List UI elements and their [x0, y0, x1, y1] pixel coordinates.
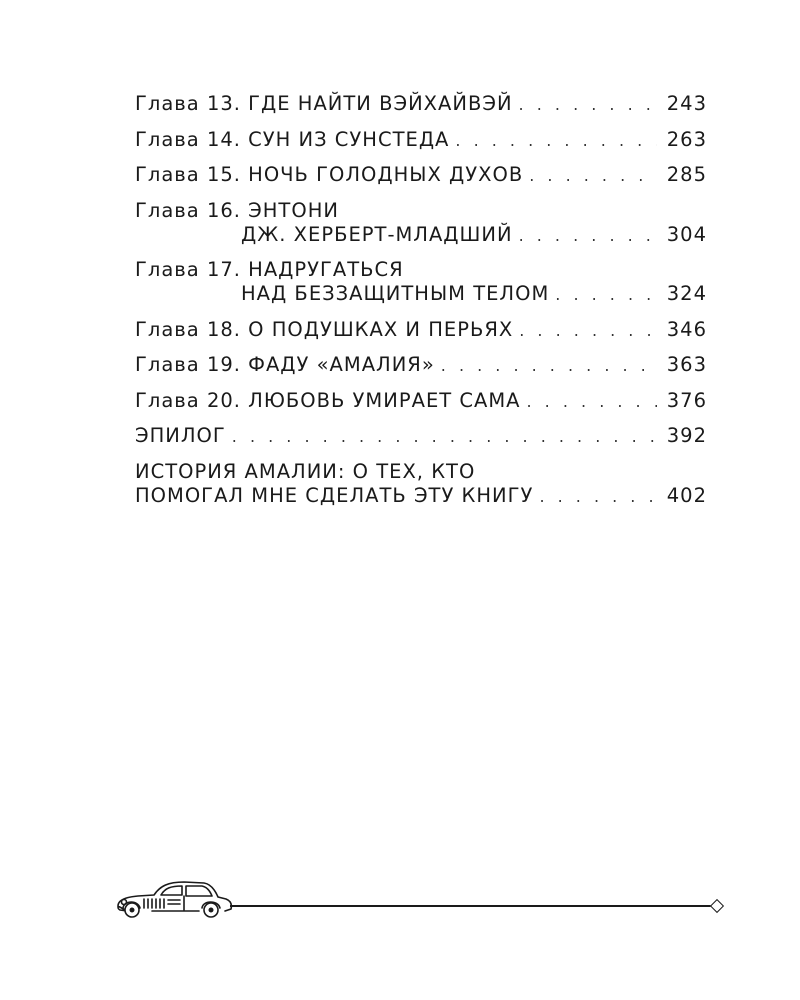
toc-leader-dots [529, 164, 657, 188]
toc-entry-title: Глава 18. О ПОДУШКАХ И ПЕРЬЯХ [135, 317, 514, 341]
toc-entry[interactable] [135, 199, 707, 248]
toc-page-number: 402 [666, 483, 707, 507]
toc-entry[interactable] [135, 353, 707, 378]
toc-entry[interactable] [135, 92, 707, 117]
toc-entry-title-continued: НАД БЕЗЗАЩИТНЫМ ТЕЛОМ [241, 282, 550, 305]
toc-entry-line [135, 92, 707, 117]
footer-rule [230, 905, 714, 907]
toc-entry[interactable] [135, 389, 707, 414]
toc-entry-title: Глава 19. ФАДУ «АМАЛИЯ» [135, 353, 435, 376]
toc-page-number: 304 [666, 222, 707, 246]
toc-entry-title: Глава 14. СУН ИЗ СУНСТЕДА [135, 127, 450, 151]
toc-entry-line [135, 128, 707, 153]
toc-entry[interactable] [135, 258, 707, 307]
toc-page-number: 346 [666, 317, 707, 341]
toc-entry-title: ЭПИЛОГ [135, 424, 226, 447]
toc-entry[interactable] [135, 128, 707, 153]
toc-leader-dots [519, 319, 657, 343]
footer-rule-end-diamond [710, 899, 724, 913]
toc-entry[interactable] [135, 424, 707, 449]
toc-page-number: 376 [666, 388, 707, 412]
toc-leader-dots [555, 283, 657, 307]
toc-leader-dots [441, 354, 657, 378]
toc-entry-line [135, 460, 707, 484]
toc-entry[interactable] [135, 460, 707, 509]
toc-leader-dots [539, 485, 657, 509]
toc-page-number: 243 [666, 92, 707, 115]
toc-entry-line [135, 223, 707, 248]
toc-entry-title-continued: ДЖ. ХЕРБЕРТ-МЛАДШИЙ [241, 222, 513, 246]
toc-entry[interactable] [135, 318, 707, 343]
toc-entry[interactable] [135, 163, 707, 188]
toc-entry-title: Глава 13. ГДЕ НАЙТИ ВЭЙХАЙВЭЙ [135, 92, 513, 115]
toc-entry-title: Глава 15. НОЧЬ ГОЛОДНЫХ ДУХОВ [135, 163, 524, 186]
toc-entry-line [135, 389, 707, 414]
toc-leader-dots [519, 93, 657, 117]
toc-entry-title: ИСТОРИЯ АМАЛИИ: О ТЕХ, КТО [135, 459, 476, 483]
toc-entry-line [135, 424, 707, 449]
toc-entry-line [135, 318, 707, 343]
toc-entry-line [135, 484, 707, 509]
toc-entry-title: Глава 20. ЛЮБОВЬ УМИРАЕТ САМА [135, 388, 521, 412]
toc-leader-dots [232, 425, 657, 449]
toc-page-number: 285 [666, 163, 707, 186]
toc-page-number: 363 [666, 353, 707, 376]
toc-entry-title-continued: ПОМОГАЛ МНЕ СДЕЛАТЬ ЭТУ КНИГУ [135, 483, 534, 507]
toc-entry-line [135, 258, 707, 282]
toc-leader-dots [527, 390, 658, 414]
toc-entry-line [135, 353, 707, 378]
toc-entry-title: Глава 17. НАДРУГАТЬСЯ [135, 258, 404, 281]
toc-leader-dots [519, 224, 657, 248]
toc-page-number: 324 [666, 282, 707, 305]
toc-page-number: 263 [666, 127, 707, 151]
toc-entry-line [135, 199, 707, 223]
toc-leader-dots [455, 129, 657, 153]
toc-page-number: 392 [666, 424, 707, 447]
table-of-contents [135, 92, 707, 519]
toc-entry-line [135, 163, 707, 188]
toc-entry-line [135, 282, 707, 307]
toc-entry-title: Глава 16. ЭНТОНИ [135, 198, 339, 222]
vintage-car-icon [114, 878, 234, 920]
